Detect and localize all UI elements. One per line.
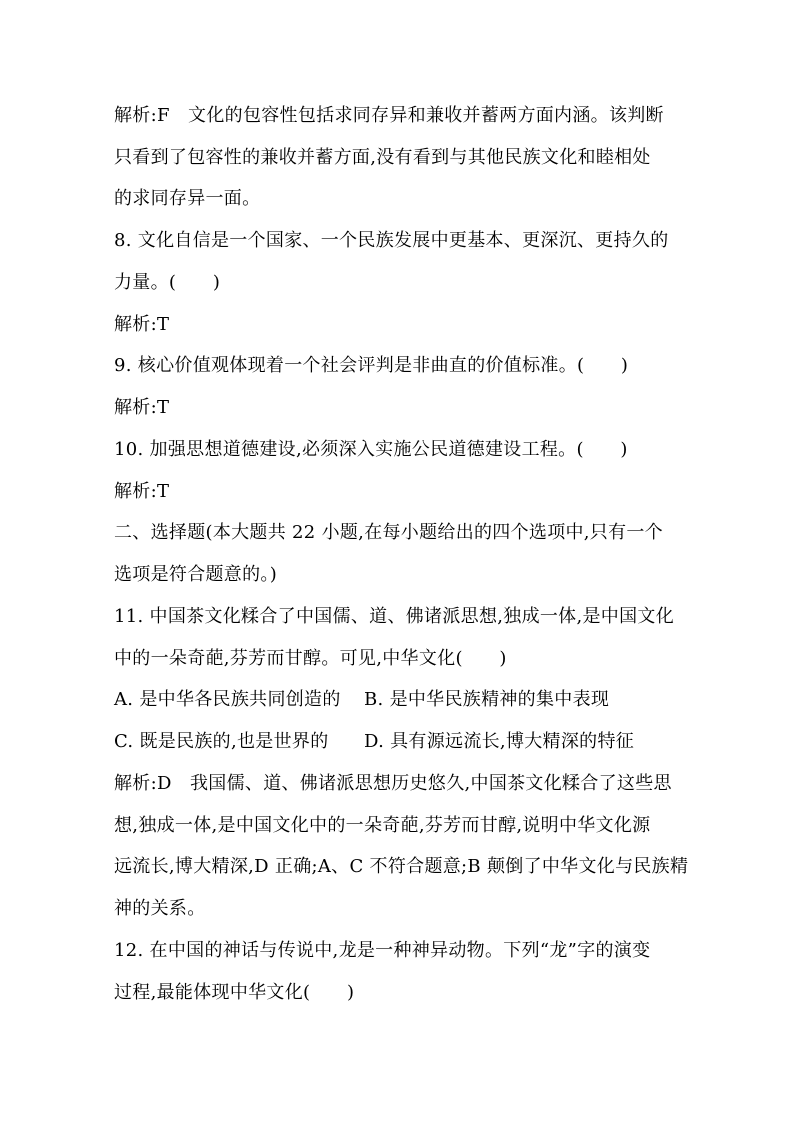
question-8-line-1: 8. 文化自信是一个国家、一个民族发展中更基本、更深沉、更持久的 <box>114 230 669 251</box>
question-11-options-row-2 <box>114 730 684 754</box>
section-heading-line-2: 选项是符合题意的。) <box>114 564 278 585</box>
question-8-line-2: 力量。( ) <box>114 272 221 293</box>
option-b: B. 是中华民族精神的集中表现 <box>364 689 610 710</box>
section-heading-line-1: 二、选择题(本大题共 22 小题,在每小题给出的四个选项中,只有一个 <box>114 522 664 543</box>
answer-7-explanation-line-1: 解析:F 文化的包容性包括求同存异和兼收并蓄两方面内涵。该判断 <box>114 105 664 126</box>
question-11-line-1: 11. 中国茶文化糅合了中国儒、道、佛诸派思想,独成一体,是中国文化 <box>114 606 674 627</box>
answer-11-explanation-line-3: 远流长,博大精深,D 正确;A、C 不符合题意;B 颠倒了中华文化与民族精 <box>114 856 689 877</box>
answer-9: 解析:T <box>114 397 170 418</box>
answer-7-explanation-line-3: 的求同存异一面。 <box>114 188 261 209</box>
answer-11-explanation-line-2: 想,独成一体,是中国文化中的一朵奇葩,芬芳而甘醇,说明中华文化源 <box>114 815 651 836</box>
question-10: 10. 加强思想道德建设,必须深入实施公民道德建设工程。( ) <box>114 439 628 460</box>
question-12-line-1: 12. 在中国的神话与传说中,龙是一种神异动物。下列“龙”字的演变 <box>114 940 651 961</box>
option-a: A. 是中华各民族共同创造的 <box>114 689 341 710</box>
answer-10: 解析:T <box>114 481 170 502</box>
answer-7-explanation-line-2: 只看到了包容性的兼收并蓄方面,没有看到与其他民族文化和睦相处 <box>114 147 651 168</box>
question-9: 9. 核心价值观体现着一个社会评判是非曲直的价值标准。( ) <box>114 355 629 376</box>
question-11-line-2: 中的一朵奇葩,芬芳而甘醇。可见,中华文化( ) <box>114 648 507 669</box>
option-c: C. 既是民族的,也是世界的 <box>114 731 329 752</box>
answer-8: 解析:T <box>114 314 170 335</box>
question-12-line-2: 过程,最能体现中华文化( ) <box>114 982 355 1003</box>
answer-11-explanation-line-1: 解析:D 我国儒、道、佛诸派思想历史悠久,中国茶文化糅合了这些思 <box>114 773 672 794</box>
answer-11-explanation-line-4: 神的关系。 <box>114 898 206 919</box>
question-11-options-row-1 <box>114 688 684 712</box>
option-d: D. 具有源远流长,博大精深的特征 <box>364 731 635 752</box>
